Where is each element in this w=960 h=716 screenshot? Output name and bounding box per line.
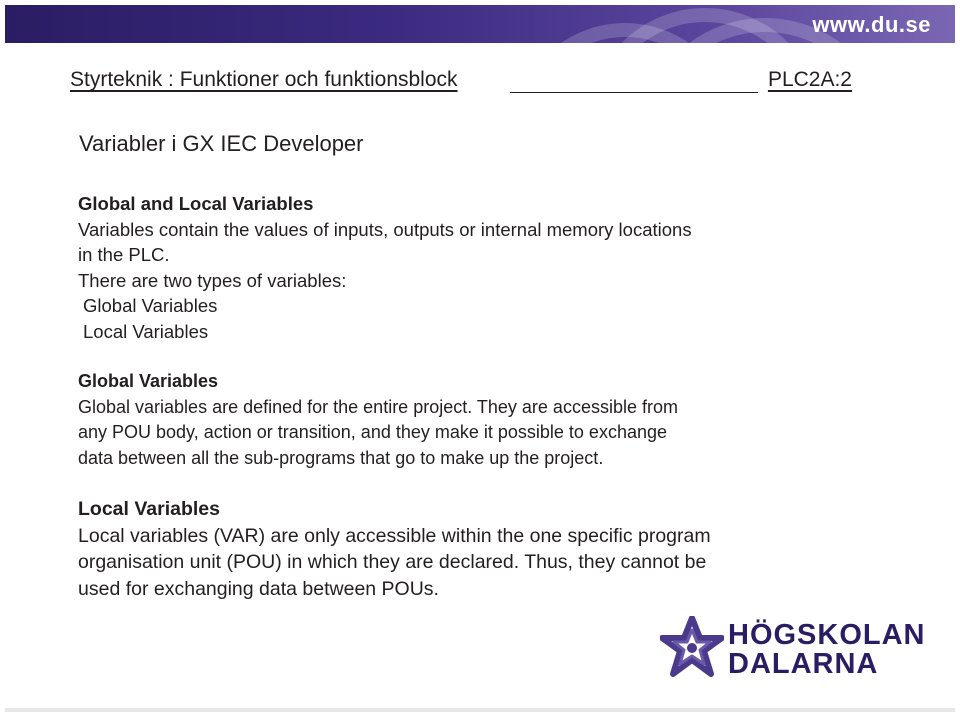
logo-line-dalarna: DALARNA	[728, 648, 879, 680]
section-local-variables	[78, 496, 798, 602]
title-underline	[510, 92, 758, 93]
section-heading: Global Variables	[78, 371, 219, 391]
paragraph-line: Global variables are defined for the entire project. They are accessible from	[78, 396, 678, 417]
course-code: PLC2A:2	[767, 68, 852, 91]
top-banner	[5, 5, 955, 43]
star-flower-logo-icon	[660, 616, 724, 680]
page-title: Styrteknik : Funktioner och funktionsblock	[70, 68, 458, 91]
paragraph-line: Local variables (VAR) are only accessible within the one specific program	[78, 524, 711, 547]
slide-subtitle: Variabler i GX IEC Developer	[79, 131, 364, 156]
hogskolan-dalarna-logo	[660, 616, 930, 680]
paragraph-line: in the PLC.	[78, 244, 170, 265]
list-item: Local Variables	[83, 320, 209, 342]
banner-url: www.du.se	[812, 12, 931, 37]
paragraph-line: There are two types of variables:	[78, 269, 347, 291]
paragraph-line: organisation unit (POU) in which they are declared. Thus, they cannot be	[78, 551, 707, 573]
list-item: Global Variables	[83, 295, 218, 316]
paragraph-line: any POU body, action or transition, and they make it possible to exchange	[78, 422, 667, 442]
section-global-variables	[78, 369, 798, 471]
section-heading: Local Variables	[78, 498, 220, 520]
paragraph-line: used for exchanging data between POUs.	[78, 577, 439, 600]
paragraph-line: Variables contain the values of inputs, outputs or internal memory locations	[78, 218, 692, 240]
bottom-divider	[5, 708, 955, 712]
paragraph-line: data between all the sub-programs that go to make up the project.	[78, 447, 604, 468]
section-heading: Global and Local Variables	[78, 193, 314, 214]
section-global-and-local	[78, 191, 798, 344]
logo-line-hogskolan: HÖGSKOLAN	[728, 619, 926, 651]
